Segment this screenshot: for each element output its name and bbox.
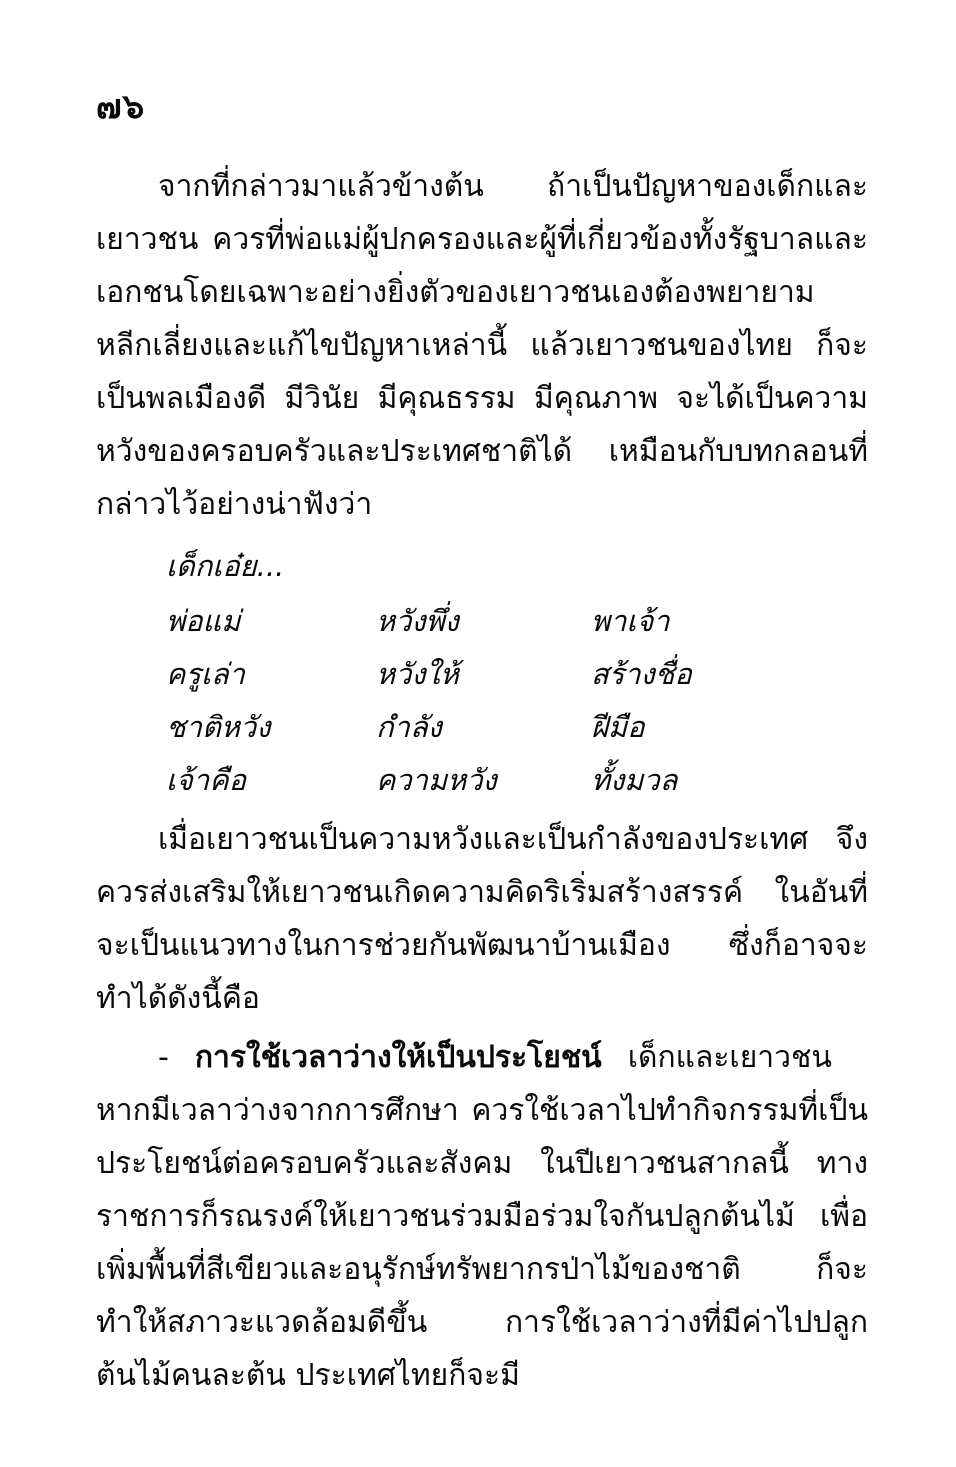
paragraph-3-text: เด็กและเยาวชนหากมีเวลาว่างจากการศึกษา ควรใช้เวลาไปทำกิจกรรมที่เป็นประโยชน์ต่อครอบครัวและสังคม ในปีเยาวชนสากลนี้ ทางราชการก็รณรงค์ให้เยาวชนร่วมมือร่วมใจกันปลูกต้นไม้ เพื่อเพิ่มพื้นที่สีเขียวและอนุรักษ์ทรัพยากรป่าไม้ของชาติ ก็จะทำให้สภาวะแวดล้อมดีขึ้น การใช้เวลาว่างที่มีค่าไปปลูกต้นไม้คนละต้น ประเทศไทยก็จะมี — [96, 1040, 868, 1393]
poem-table — [166, 595, 806, 807]
poem-cell: กำลัง — [376, 710, 442, 744]
paragraph-1 — [96, 160, 868, 531]
paragraph-2 — [96, 813, 868, 1025]
paragraph-2-text: เมื่อเยาวชนเป็นความหวังและเป็นกำลังของประเทศ จึงควรส่งเสริมให้เยาวชนเกิดความคิดริเริ่มสร้างสรรค์ ในอันที่จะเป็นแนวทางในการช่วยกันพัฒนาบ้านเมือง ซึ่งก็อาจจะทำได้ดังนี้คือ — [96, 822, 868, 1016]
poem-title: เด็กเอ๋ย... — [166, 549, 285, 583]
poem-row — [166, 595, 806, 648]
poem-row — [166, 754, 806, 807]
paragraph-3-heading: การใช้เวลาว่างให้เป็นประโยชน์ — [194, 1040, 602, 1075]
poem-cell: หวังพึ่ง — [376, 604, 459, 638]
page-number: ๗๖ — [96, 87, 146, 127]
poem-cell: ทั้งมวล — [591, 763, 678, 797]
paragraph-3 — [96, 1031, 868, 1402]
poem-cell: หวังให้ — [376, 657, 459, 691]
poem-cell: เจ้าคือ — [166, 763, 247, 797]
poem-cell: สร้างชื่อ — [591, 657, 692, 691]
poem-cell: พาเจ้า — [591, 604, 670, 638]
paragraph-1-text: จากที่กล่าวมาแล้วข้างต้น ถ้าเป็นปัญหาของเด็กและเยาวชน ควรที่พ่อแม่ผู้ปกครองและผู้ที่เกี่ยวข้องทั้งรัฐบาลและเอกชนโดยเฉพาะอย่างยิ่งตัวของเยาวชนเองต้องพยายามหลีกเลี่ยงและแก้ไขปัญหาเหล่านี้ แล้วเยาวชนของไทย ก็จะเป็นพลเมืองดี มีวินัย มีคุณธรรม มีคุณภาพ จะได้เป็นความหวังของครอบครัวและประเทศชาติได้ เหมือนกับบทกลอนที่กล่าวไว้อย่างน่าฟังว่า — [96, 169, 868, 522]
poem-cell: พ่อแม่ — [166, 604, 241, 638]
page-body — [96, 160, 868, 1402]
poem-row — [166, 701, 806, 754]
poem-row — [166, 648, 806, 701]
paragraph-3-dash: - — [158, 1040, 169, 1075]
poem-cell: ความหวัง — [376, 763, 497, 797]
poem-cell: ฝีมือ — [591, 710, 645, 744]
poem-cell: ชาติหวัง — [166, 710, 271, 744]
poem-cell: ครูเล่า — [166, 657, 245, 691]
